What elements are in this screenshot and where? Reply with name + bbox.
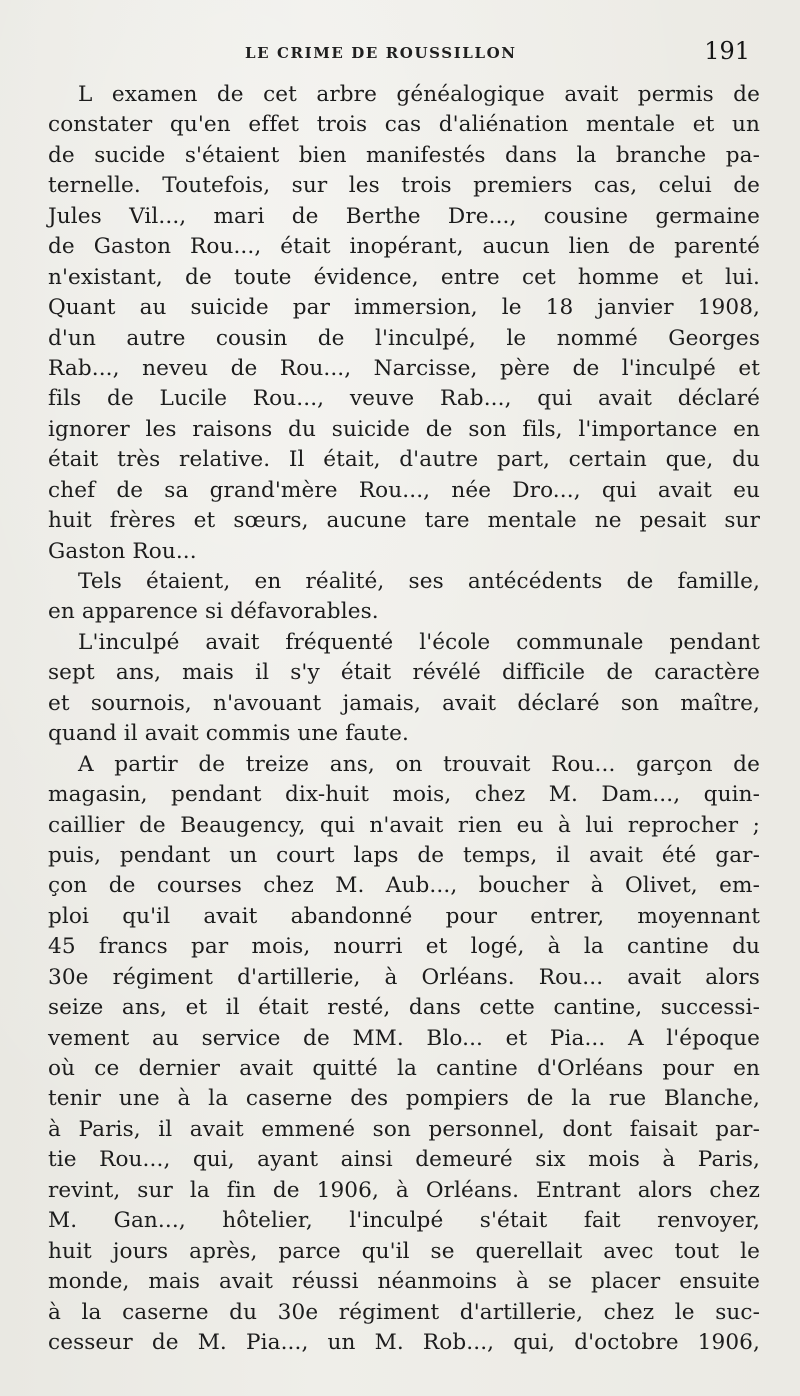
text-line: sept ans, mais il s'y était révélé difficile de caractère: [48, 660, 760, 686]
text-line: L'inculpé avait fréquenté l'école communale pendant: [78, 629, 760, 655]
text-line: magasin, pendant dix-huit mois, chez M. Dam..., quin-: [48, 782, 760, 808]
text-line: huit frères et sœurs, aucune tare mentale ne pesait sur: [48, 508, 760, 534]
text-line: tenir une à la caserne des pompiers de la rue Blanche,: [48, 1086, 760, 1112]
text-line: cesseur de M. Pia..., un M. Rob..., qui, d'octobre 1906,: [48, 1329, 760, 1355]
text-line: de sucide s'étaient bien manifestés dans la branche pa-: [48, 142, 760, 168]
text-line: monde, mais avait réussi néanmoins à se placer ensuite: [48, 1269, 760, 1295]
text-line: 30e régiment d'artillerie, à Orléans. Rou... avait alors: [48, 964, 760, 990]
text-line: en apparence si défavorables.: [48, 599, 379, 625]
text-line: était très relative. Il était, d'autre part, certain que, du: [48, 447, 760, 473]
text-line: huit jours après, parce qu'il se querellait avec tout le: [48, 1238, 760, 1264]
text-line: quand il avait commis une faute.: [48, 721, 409, 747]
text-line: constater qu'en effet trois cas d'aliénation mentale et un: [48, 112, 760, 138]
running-title: LE CRIME DE ROUSSILLON: [245, 44, 517, 62]
text-line: tie Rou..., qui, ayant ainsi demeuré six mois à Paris,: [48, 1147, 760, 1173]
text-line: caillier de Beaugency, qui n'avait rien eu à lui reprocher ;: [48, 812, 760, 838]
text-line: à Paris, il avait emmené son personnel, dont faisait par-: [48, 1116, 760, 1142]
text-line: Tels étaient, en réalité, ses antécédents de famille,: [78, 569, 760, 594]
text-line: 45 francs par mois, nourri et logé, à la cantine du: [48, 934, 760, 960]
text-line: fils de Lucile Rou..., veuve Rab..., qui avait déclaré: [48, 386, 760, 412]
text-line: où ce dernier avait quitté la cantine d'Orléans pour en: [48, 1056, 760, 1081]
text-line: d'un autre cousin de l'inculpé, le nommé Georges: [48, 325, 760, 351]
text-line: à la caserne du 30e régiment d'artillerie, chez le suc-: [48, 1299, 760, 1325]
text-line: L examen de cet arbre généalogique avait permis de: [78, 82, 760, 107]
page-number: 191: [704, 37, 750, 65]
text-line: revint, sur la fin de 1906, à Orléans. Entrant alors chez: [48, 1177, 760, 1203]
text-line: puis, pendant un court laps de temps, il avait été gar-: [48, 842, 760, 868]
text-line: A partir de treize ans, on trouvait Rou... garçon de: [78, 751, 760, 777]
text-line: ploi qu'il avait abandonné pour entrer, moyennant: [48, 903, 760, 929]
text-line: chef de sa grand'mère Rou..., née Dro..., qui avait eu: [48, 477, 760, 503]
text-line: Quant au suicide par immersion, le 18 janvier 1908,: [48, 295, 760, 321]
text-line: Gaston Rou...: [48, 538, 197, 564]
text-line: seize ans, et il était resté, dans cette cantine, successi-: [48, 995, 760, 1021]
text-line: Jules Vil..., mari de Berthe Dre..., cousine germaine: [48, 203, 760, 229]
text-line: ternelle. Toutefois, sur les trois premiers cas, celui de: [48, 173, 760, 199]
text-line: M. Gan..., hôtelier, l'inculpé s'était fait renvoyer,: [48, 1208, 760, 1234]
text-line: vement au service de MM. Blo... et Pia... A l'époque: [48, 1025, 760, 1051]
text-line: n'existant, de toute évidence, entre cet homme et lui.: [48, 264, 760, 290]
text-line: ignorer les raisons du suicide de son fils, l'importance en: [48, 416, 760, 442]
text-line: et sournois, n'avouant jamais, avait déclaré son maître,: [48, 690, 760, 716]
page-header: [0, 36, 800, 70]
body-text: [48, 80, 760, 1358]
text-line: Rab..., neveu de Rou..., Narcisse, père de l'inculpé et: [48, 355, 760, 381]
text-line: çon de courses chez M. Aub..., boucher à Olivet, em-: [48, 873, 760, 899]
text-line: de Gaston Rou..., était inopérant, aucun lien de parenté: [48, 234, 760, 260]
